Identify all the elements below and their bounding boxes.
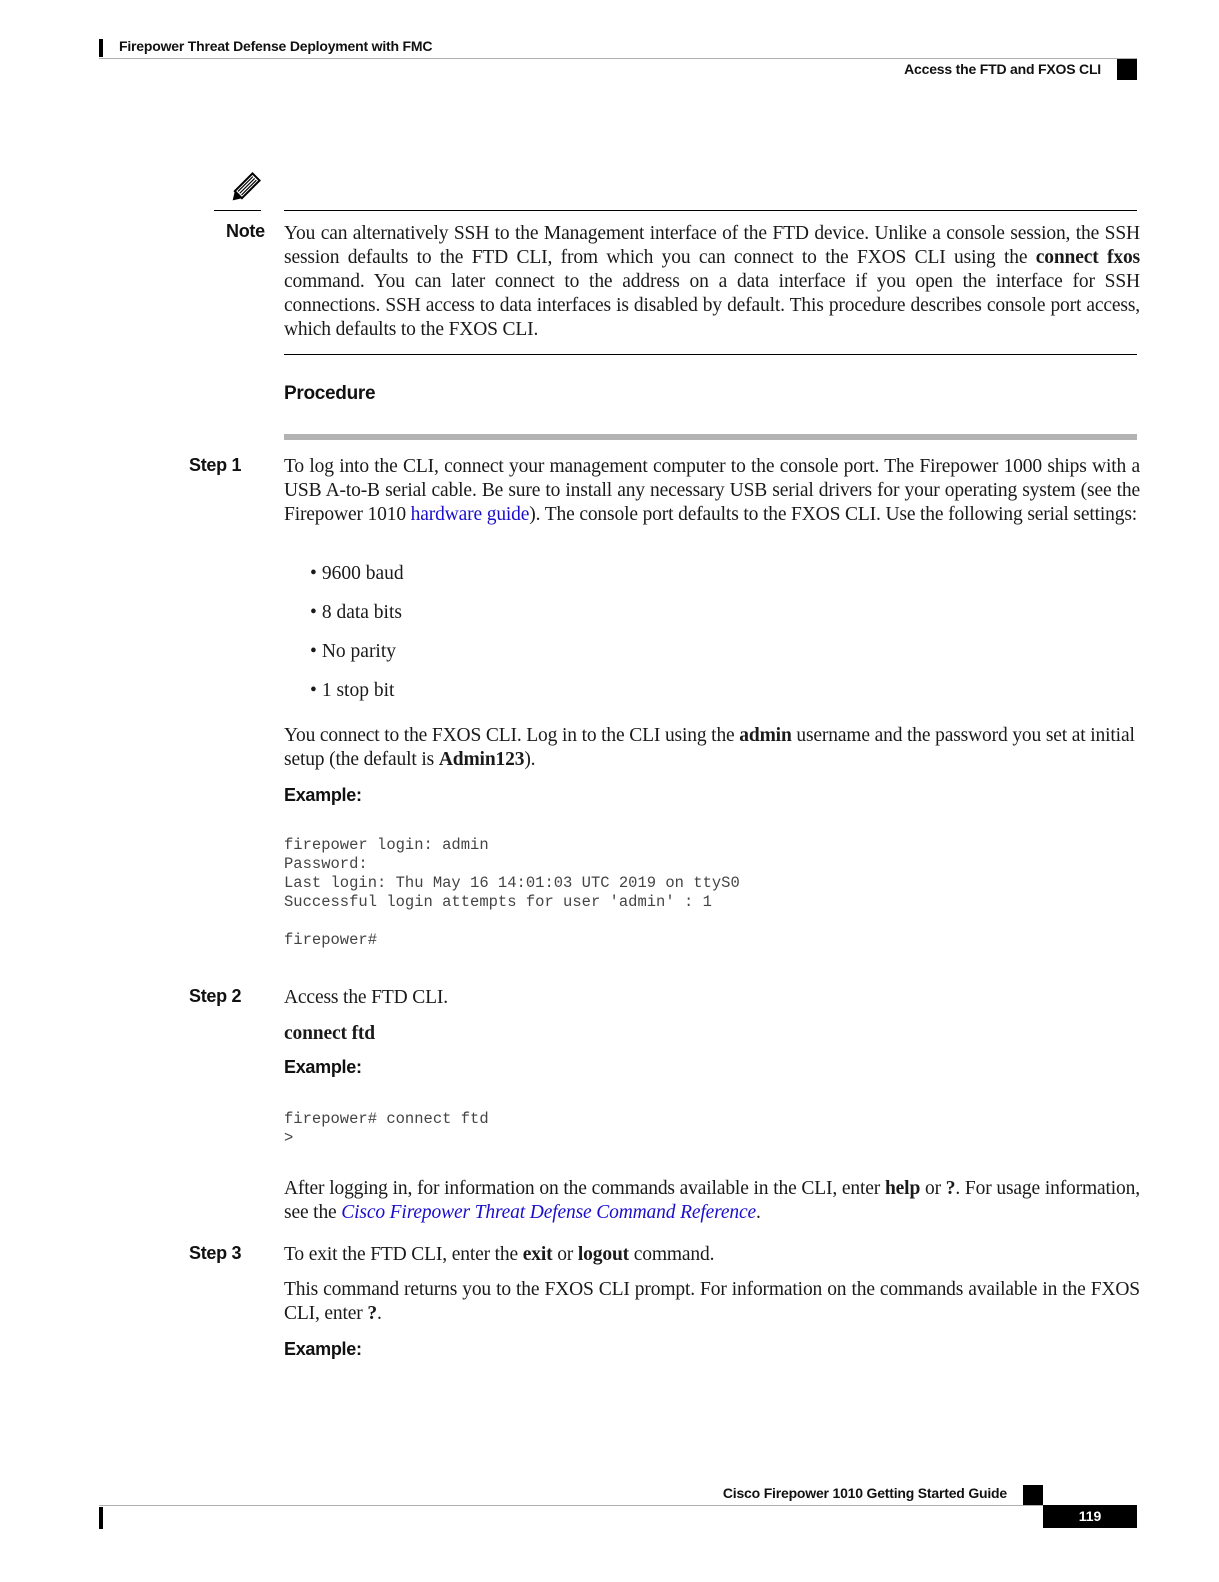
header-left-bar — [99, 39, 103, 57]
default-password: Admin123 — [438, 749, 525, 770]
note-bottom-rule — [284, 354, 1137, 355]
step-1-text — [284, 455, 1140, 527]
step-2-after-text — [284, 1177, 1140, 1225]
step-1-text-part: ). The console port defaults to the FXOS CLI. Use the following serial settings: — [529, 504, 1138, 525]
procedure-rule — [284, 434, 1137, 440]
footer-small-block — [1023, 1485, 1043, 1505]
admin-username: admin — [739, 725, 792, 746]
note-top-rule — [284, 210, 1137, 211]
help-command: help — [884, 1178, 921, 1199]
after-text-part: . For usage information, see the — [284, 1178, 1140, 1223]
list-item: • 9600 baud — [310, 562, 404, 601]
hardware-guide-link[interactable]: hardware guide — [410, 504, 530, 525]
step-3-paragraph — [284, 1278, 1140, 1326]
question-command: ? — [367, 1303, 377, 1324]
step-1-code-block: firepower login: admin Password: Last login: Thu May 16 14:01:03 UTC 2019 on ttyS0 Successful login attempts for user 'admin' : 1 firepower# — [284, 836, 740, 949]
note-label: Note — [226, 221, 265, 241]
guide-title: Cisco Firepower 1010 Getting Started Guide — [722, 1485, 1007, 1501]
step-3-para-part: This command returns you to the FXOS CLI prompt. For information on the commands available in the FXOS CLI, enter — [284, 1279, 1140, 1324]
step-2-label: Step 2 — [189, 986, 242, 1006]
login-instructions — [284, 724, 1140, 772]
after-text-part: or — [920, 1178, 946, 1199]
step-3-label: Step 3 — [189, 1243, 242, 1263]
step-3-example-label: Example: — [284, 1339, 362, 1359]
book-title: Firepower Threat Defense Deployment with FMC — [119, 38, 433, 54]
after-text-part: After logging in, for information on the commands available in the CLI, enter — [284, 1178, 885, 1199]
step-1-text-part: To log into the CLI, connect your management computer to the console port. The Firepower 1000 ships with a USB A-to-B serial cable. Be sure to install any necessary USB serial drivers for your operating system (see the Firepower 1010 — [284, 456, 1140, 525]
list-item: • 1 stop bit — [310, 679, 404, 718]
step-3-text-part: command. — [629, 1244, 715, 1265]
procedure-heading: Procedure — [284, 383, 376, 404]
note-text-part: You can alternatively SSH to the Management interface of the FTD device. Unlike a console session, the SSH session defaults to the FTD CLI, from which you can connect to the FXOS CLI using the — [284, 223, 1140, 268]
step-2-code-block: firepower# connect ftd > — [284, 1110, 489, 1147]
question-command: ? — [945, 1178, 956, 1199]
section-title: Access the FTD and FXOS CLI — [904, 61, 1101, 77]
footer-left-bar — [99, 1507, 103, 1529]
serial-settings-list — [310, 562, 404, 718]
exit-command: exit — [522, 1244, 553, 1265]
page-number: 119 — [1078, 1508, 1102, 1524]
step-2-text: Access the FTD CLI. — [284, 987, 448, 1008]
login-text-part: username and the password you set at initial setup (the default is — [284, 725, 1135, 770]
login-text-part: You connect to the FXOS CLI. Log in to the CLI using the — [284, 725, 740, 746]
list-item: • 8 data bits — [310, 601, 404, 640]
step-2-example-label: Example: — [284, 1057, 362, 1077]
step-3-para-part: . — [376, 1303, 382, 1324]
step-1-example-label: Example: — [284, 785, 362, 805]
header-right-block — [1117, 59, 1137, 80]
footer-rule — [99, 1505, 1043, 1506]
step-3-text — [284, 1243, 1140, 1267]
note-command: connect fxos — [1035, 247, 1140, 268]
page-number-box — [1043, 1505, 1137, 1528]
step-1-label: Step 1 — [189, 455, 242, 475]
command-reference-link[interactable]: Cisco Firepower Threat Defense Command Reference — [341, 1202, 756, 1223]
connect-ftd-command: connect ftd — [284, 1023, 375, 1044]
after-text-part: . — [755, 1202, 761, 1223]
list-item: • No parity — [310, 640, 404, 679]
login-text-part: ). — [524, 749, 536, 770]
pencil-icon — [226, 171, 262, 207]
step-3-text-part: To exit the FTD CLI, enter the — [284, 1244, 523, 1265]
header-rule — [99, 58, 1137, 59]
note-text — [284, 222, 1140, 342]
logout-command: logout — [577, 1244, 629, 1265]
step-3-text-part: or — [552, 1244, 578, 1265]
note-text-part: command. You can later connect to the address on a data interface if you open the interface for SSH connections. SSH access to data interfaces is disabled by default. This procedure describes console port access, which defaults to the FXOS CLI. — [284, 271, 1140, 340]
note-icon-rule — [214, 210, 261, 211]
